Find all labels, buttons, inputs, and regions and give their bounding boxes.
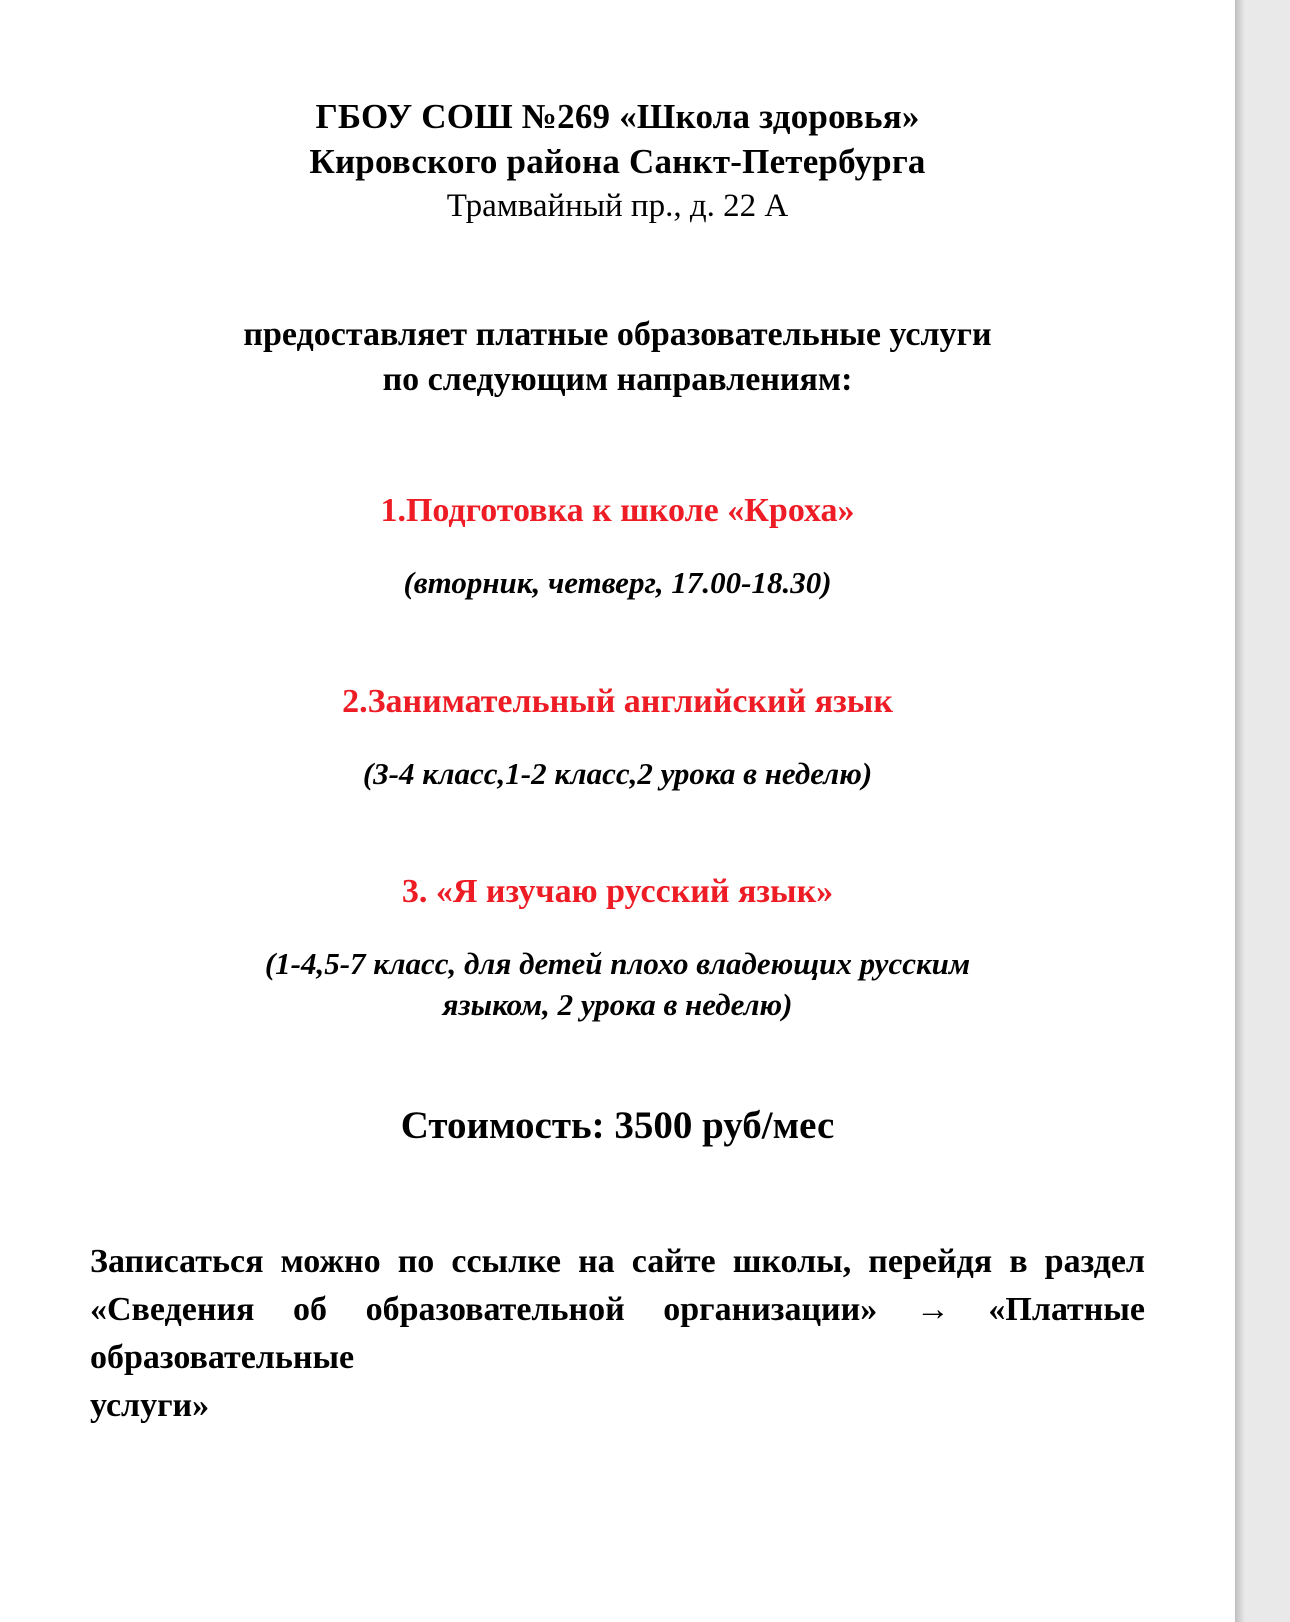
intro-line-2: по следующим направлениям: [382, 361, 853, 399]
school-name-line-1: ГБОУ СОШ №269 «Школа здоровья» [315, 97, 920, 136]
course-1-title: 1.Подготовка к школе «Кроха» [380, 492, 855, 530]
spacer [90, 1025, 1145, 1101]
page-edge-shadow [1235, 0, 1245, 1622]
page-right-edge [1235, 0, 1290, 1622]
course-2-details: (3-4 класс,1-2 класс,2 урока в неделю) [362, 755, 873, 791]
spacer [90, 533, 1145, 563]
spacer [90, 403, 1145, 489]
signup-instructions-last-line: услуги» [90, 1387, 210, 1425]
spacer [90, 1152, 1145, 1238]
course-3-details-line-1: (1-4,5-7 класс, для детей плохо владеющих русским [264, 946, 971, 982]
spacer [90, 794, 1145, 870]
course-2-title: 2.Занимательный английский язык [342, 682, 893, 720]
course-3-title: 3. «Я изучаю русский язык» [401, 873, 834, 911]
document-body [90, 95, 1145, 1431]
signup-instructions-body: Записаться можно по ссылке на сайте школы, перейдя в раздел «Сведения об образовательной организации» → «Платные образовательные [90, 1242, 1145, 1377]
spacer [90, 914, 1145, 944]
course-1-details: (вторник, четверг, 17.00-18.30) [403, 565, 832, 601]
school-address: Трамвайный пр., д. 22 А [446, 187, 789, 224]
spacer [90, 604, 1145, 680]
intro-line-1: предоставляет платные образовательные услуги [243, 316, 992, 354]
signup-instructions [90, 1238, 1145, 1431]
spacer [90, 724, 1145, 754]
course-3-details-line-2: языком, 2 урока в неделю) [442, 986, 793, 1022]
school-name-line-2: Кировского района Санкт-Петербурга [309, 141, 926, 181]
price-line: Стоимость: 3500 руб/мес [400, 1103, 835, 1147]
spacer [90, 227, 1145, 313]
